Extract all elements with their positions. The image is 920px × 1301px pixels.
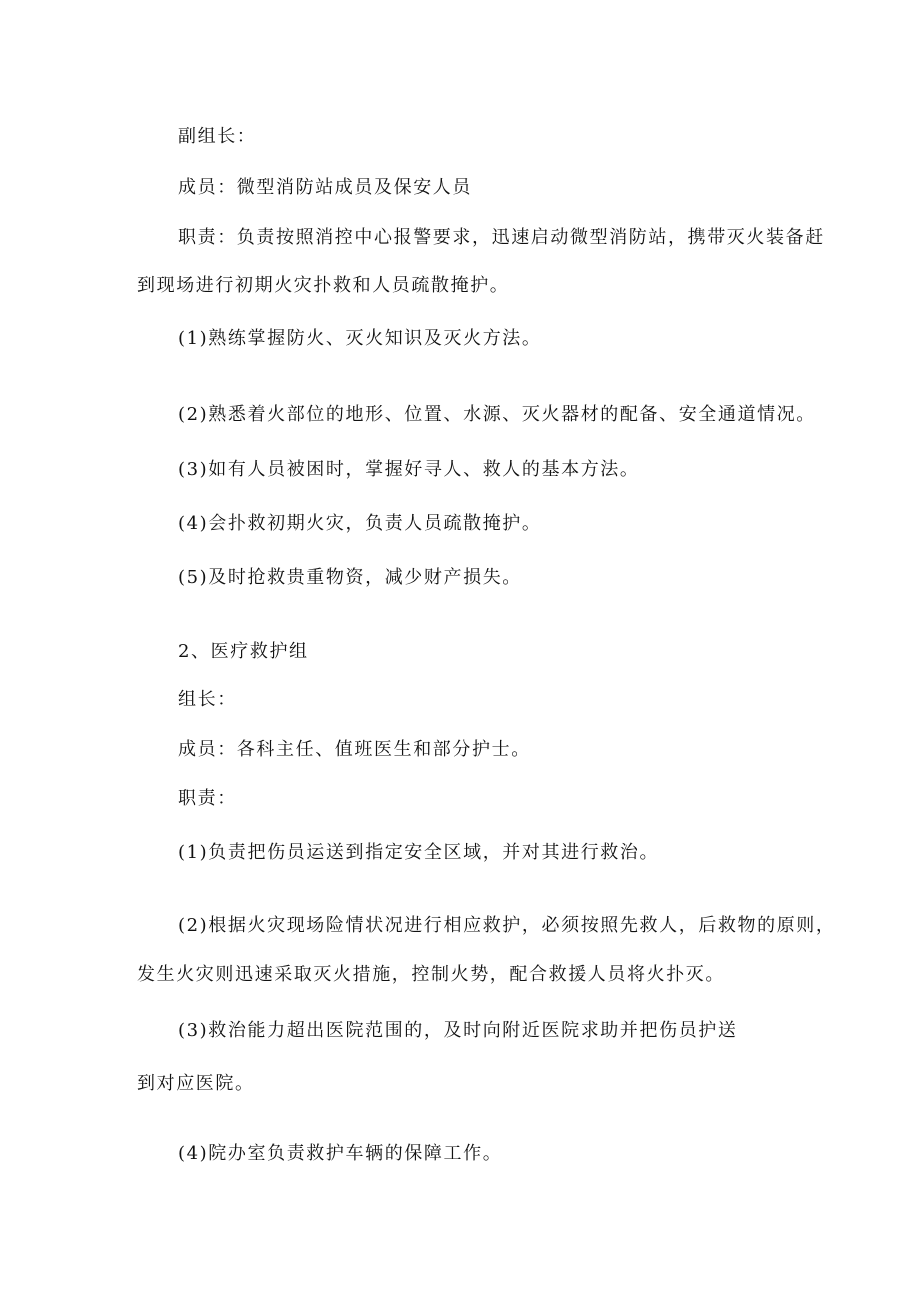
medical-members-line: 成员：各科主任、值班医生和部分护士。 (178, 739, 531, 760)
duty-item-4: (4)会扑救初期火灾，负责人员疏散掩护。 (178, 513, 542, 534)
duty-item-1: (1)熟练掌握防火、灭火知识及灭火方法。 (178, 328, 542, 349)
medical-item-1: (1)负责把伤员运送到指定安全区域，并对其进行救治。 (178, 842, 660, 863)
medical-item-2: (2)根据火灾现场险情状况进行相应救护，必须按照先救人，后救物的原则， (178, 915, 836, 936)
medical-item-2-continued: 发生火灾则迅速采取灭火措施，控制火势，配合救援人员将火扑灭。 (137, 964, 725, 985)
medical-item-4: (4)院办室负责救护车辆的保障工作。 (178, 1143, 503, 1164)
medical-item-3: (3)救治能力超出医院范围的，及时向附近医院求助并把伤员护送 (178, 1020, 738, 1041)
duty-item-3: (3)如有人员被困时，掌握好寻人、救人的基本方法。 (178, 459, 640, 480)
section-heading-medical: 2、医疗救护组 (178, 641, 309, 662)
duties-line: 职责：负责按照消控中心报警要求，迅速启动微型消防站，携带灭火装备赶 (178, 227, 825, 248)
medical-item-3-continued: 到对应医院。 (137, 1073, 255, 1094)
deputy-leader-line: 副组长： (178, 126, 257, 147)
medical-duties-label: 职责： (178, 788, 237, 809)
duty-item-2: (2)熟悉着火部位的地形、位置、水源、灭火器材的配备、安全通道情况。 (178, 404, 816, 425)
leader-line: 组长： (178, 689, 237, 710)
duty-item-5: (5)及时抢救贵重物资，减少财产损失。 (178, 567, 522, 588)
members-line: 成员：微型消防站成员及保安人员 (178, 177, 472, 198)
duties-line-continued: 到现场进行初期火灾扑救和人员疏散掩护。 (137, 275, 510, 296)
